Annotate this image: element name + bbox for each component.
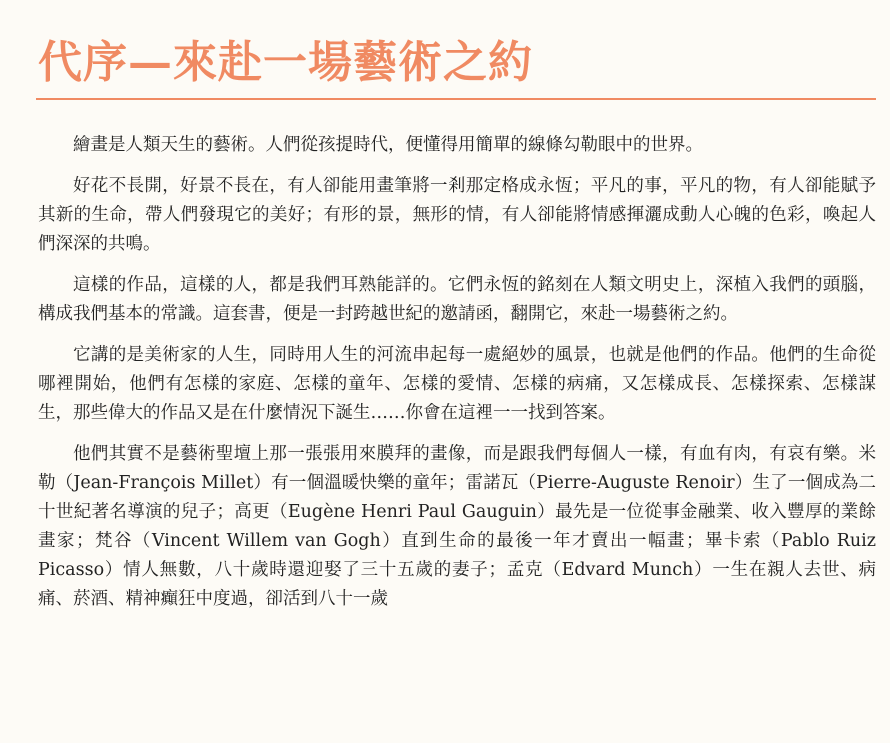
paragraph: 繪畫是人類天生的藝術。人們從孩提時代，便懂得用簡單的線條勾勒眼中的世界。 bbox=[73, 135, 703, 155]
title-divider bbox=[36, 98, 876, 100]
chapter-title: 代序—來赴一場藝術之約 bbox=[38, 37, 533, 88]
paragraph: 好花不長開，好景不長在，有人卻能用畫筆將一剎那定格成永恆；平凡的事，平凡的物，有人卻能賦予其新的生命，帶人們發現它的美好；有形的景，無形的情，有人卻能將情感揮灑成動人心魄的色彩，喚起人們深深的共鳴。 bbox=[38, 176, 876, 254]
paragraph: 這樣的作品，這樣的人，都是我們耳熟能詳的。它們永恆的銘刻在人類文明史上，深植入我們的頭腦，構成我們基本的常識。這套書，便是一封跨越世紀的邀請函，翻開它，來赴一場藝術之約。 bbox=[38, 275, 876, 324]
paragraph: 他們其實不是藝術聖壇上那一張張用來膜拜的畫像，而是跟我們每個人一樣，有血有肉，有哀有樂。米勒（Jean-François Millet）有一個溫暖快樂的童年；雷諾瓦（Pierre-Auguste Renoir）生了一個成為二十世紀著名導演的兒子；高更（Eugène Henri Paul Gauguin）最先是一位從事金融業、收入豐厚的業餘畫家；梵谷（Vincent Willem van Gogh）直到生命的最後一年才賣出一幅畫；畢卡索（Pablo Ruiz Picasso）情人無數，八十歲時還迎娶了三十五歲的妻子；孟克（Edvard Munch）一生在親人去世、病痛、菸酒、精神癲狂中度過，卻活到八十一歲 bbox=[38, 444, 876, 609]
article-body bbox=[38, 131, 876, 614]
paragraph: 它講的是美術家的人生，同時用人生的河流串起每一處絕妙的風景，也就是他們的作品。他們的生命從哪裡開始，他們有怎樣的家庭、怎樣的童年、怎樣的愛情、怎樣的病痛，又怎樣成長、怎樣探索、怎樣謀生，那些偉大的作品又是在什麼情況下誕生……你會在這裡一一找到答案。 bbox=[38, 345, 876, 423]
